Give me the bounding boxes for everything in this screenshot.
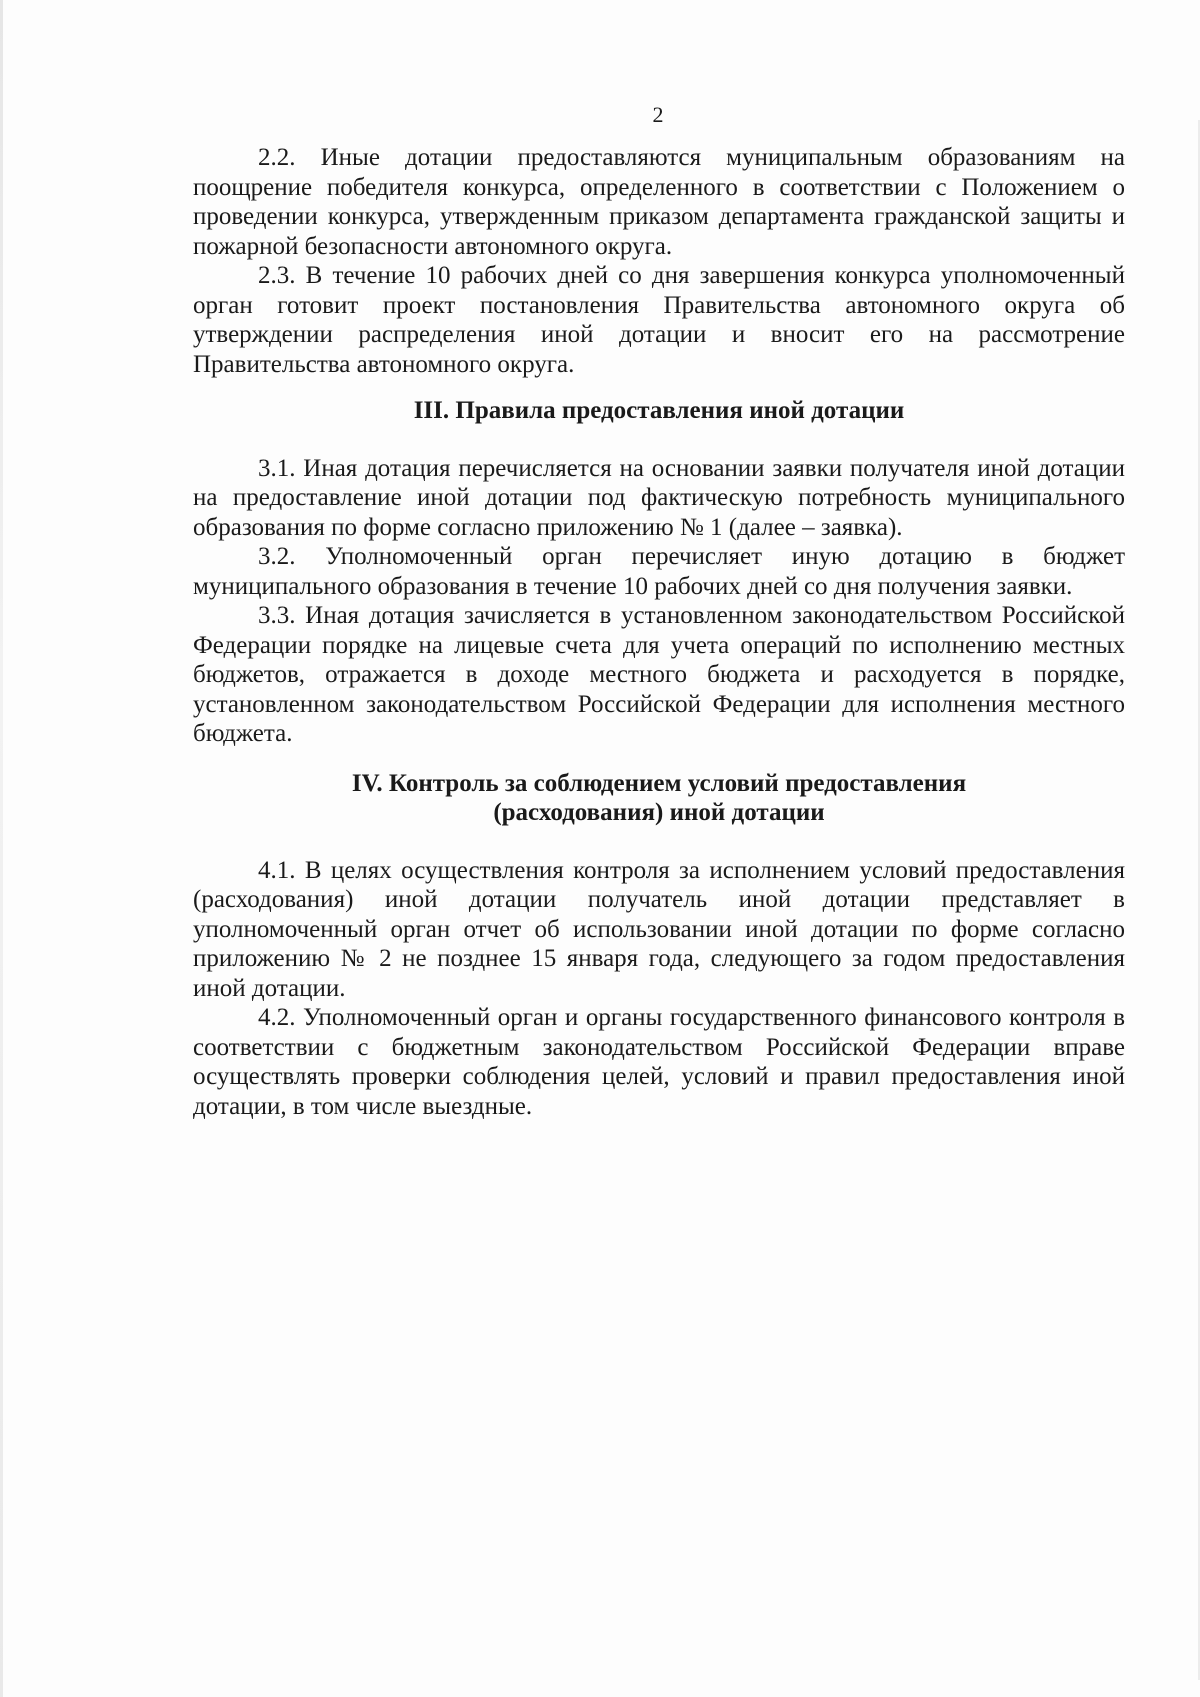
scan-left-edge — [0, 0, 3, 1697]
page-number: 2 — [652, 102, 664, 127]
section-heading-3-text: III. Правила предоставления иной дотации — [413, 397, 905, 424]
paragraph-2-2: 2.2. Иные дотации предоставляются муниципальным образованиям на поощрение победителя конкурса, определенного в соответствии с Положением о проведении конкурса, утвержденным приказом департамента гражданской защиты и пожарной безопасности автономного округа. — [193, 144, 1125, 260]
section-heading-4-line1: IV. Контроль за соблюдением условий предоставления — [351, 769, 967, 797]
paragraph-4-2: 4.2. Уполномоченный орган и органы государственного финансового контроля в соответствии с бюджетным законодательством Российской Федерации вправе осуществлять проверки соблюдения целей, условий и правил предоставления иной дотации, в том числе выездные. — [193, 1004, 1125, 1120]
paragraph-4-1: 4.1. В целях осуществления контроля за исполнением условий предоставления (расходования) иной дотации получатель иной дотации представляет в уполномоченный орган отчет об использовании иной дотации по форме согласно приложению № 2 не позднее 15 января года, следующего за годом предоставления иной дотации. — [193, 856, 1125, 1002]
document-body — [193, 143, 1125, 1121]
section-heading-4-line2: (расходования) иной дотации — [493, 799, 825, 826]
section-heading-3 — [193, 396, 1125, 426]
paragraph-3-3: 3.3. Иная дотация зачисляется в установленном законодательством Российской Федерации порядке на лицевые счета для учета операций по исполнению местных бюджетов, отражается в доходе местного бюджета и расходуется в порядке, установленном законодательством Российской Федерации для исполнения местного бюджета. — [193, 602, 1125, 747]
paragraph-3-1: 3.1. Иная дотация перечисляется на основании заявки получателя иной дотации на предоставление иной дотации под фактическую потребность муниципального образования по форме согласно приложению № 1 (далее – заявка). — [193, 454, 1125, 541]
paragraph-2-3: 2.3. В течение 10 рабочих дней со дня завершения конкурса уполномоченный орган готовит проект постановления Правительства автономного округа об утверждении распределения иной дотации и вносит его на рассмотрение Правительства автономного округа. — [193, 262, 1125, 378]
section-heading-4 — [193, 769, 1125, 828]
paragraph-3-2: 3.2. Уполномоченный орган перечисляет иную дотацию в бюджет муниципального образования в течение 10 рабочих дней со дня получения заявки. — [193, 543, 1125, 600]
